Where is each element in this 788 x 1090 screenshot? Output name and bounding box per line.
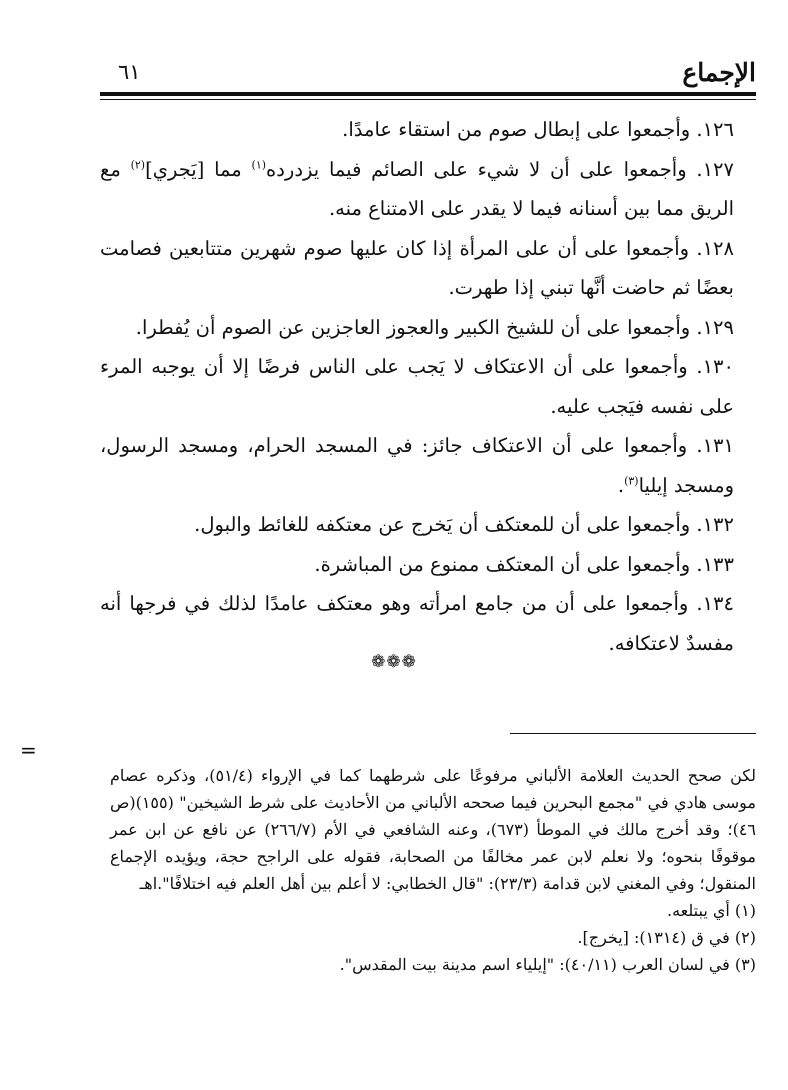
footnote-1: (١) أي يبتلعه. [666, 901, 756, 920]
footnote-ref-3: (٣) [624, 474, 639, 487]
chapter-title: الإجماع [682, 58, 756, 87]
continuation-mark: = [20, 738, 37, 762]
main-text [100, 110, 756, 663]
footnote-ref-1: (١) [251, 158, 267, 171]
paragraph-127: ١٢٧. وأجمعوا على أن لا شيء على الصائم فيما يزدرده$^{(١)}$ مما [يَجري]$^{(٢)}$ مع الريق مما بين أسنانه فيما لا يقدر على الامتناع منه. [100, 157, 734, 220]
paragraph-126: ١٢٦. وأجمعوا على إبطال صوم من استقاء عامدًا. [342, 118, 734, 141]
footnote-separator [510, 733, 756, 734]
footnote-ref-2: (٢) [130, 158, 146, 171]
running-header [100, 58, 756, 88]
paragraph-132: ١٣٢. وأجمعوا على أن للمعتكف أن يَخرج عن معتكفه للغائط والبول. [194, 513, 734, 536]
section-ornament: ❁❁❁ [371, 652, 417, 672]
paragraph-133: ١٣٣. وأجمعوا على أن المعتكف ممنوع من المباشرة. [314, 552, 734, 576]
header-rule-thick [100, 92, 756, 96]
footnote-3: (٣) في لسان العرب (٤٠/١١): "إيلياء اسم مدينة بيت المقدس". [339, 955, 756, 974]
header-rule-thin [100, 99, 756, 100]
paragraph-128: ١٢٨. وأجمعوا على أن على المرأة إذا كان عليها صوم شهرين متتابعين فصامت بعضًا ثم حاضت أنَّها تبني إذا طهرت. [100, 236, 734, 299]
footnote-continued: لكن صحح الحديث العلامة الألباني مرفوعًا على شرطهما كما في الإرواء (٥١/٤)، وذكره عصام موسى هادي في "مجمع البحرين فيما صححه الألباني من الأحاديث على شرط الشيخين" (١٥٥)(ص ٤٦)؛ وقد أخرج مالك في الموطأ (٦٧٣)، وعنه الشافعي في الأم (٢٦٦/٧) عن نافع عن ابن عمر موقوفًا بنحوه؛ ولا نعلم لابن عمر مخالفًا من الصحابة، فقوله على الراجح حجة، ويؤيده الإجماع المنقول؛ وفي المغني لابن قدامة (٢٣/٣): "قال الخطابي: لا أعلم بين أهل العلم فيه اختلافًا".اهـ [110, 766, 757, 893]
page-number: ٦١ [118, 60, 141, 84]
footnote-2: (٢) في ق (١٣١٤): [يخرج]. [577, 928, 756, 947]
footnotes [110, 762, 756, 978]
paragraph-129: ١٢٩. وأجمعوا على أن للشيخ الكبير والعجوز العاجزين عن الصوم أن يُفطرا. [135, 315, 734, 339]
paragraph-131: ١٣١. وأجمعوا على أن الاعتكاف جائز: في المسجد الحرام، ومسجد الرسول، ومسجد إيليا$^{(٣)}$. [100, 434, 734, 497]
paragraph-134: ١٣٤. وأجمعوا على أن من جامع امرأته وهو معتكف عامدًا لذلك في فرجها أنه مفسدٌ لاعتكافه. [100, 592, 734, 655]
paragraph-130: ١٣٠. وأجمعوا على أن الاعتكاف لا يَجب على الناس فرضًا إلا أن يوجبه المرء على نفسه فيَجب عليه. [100, 355, 734, 418]
